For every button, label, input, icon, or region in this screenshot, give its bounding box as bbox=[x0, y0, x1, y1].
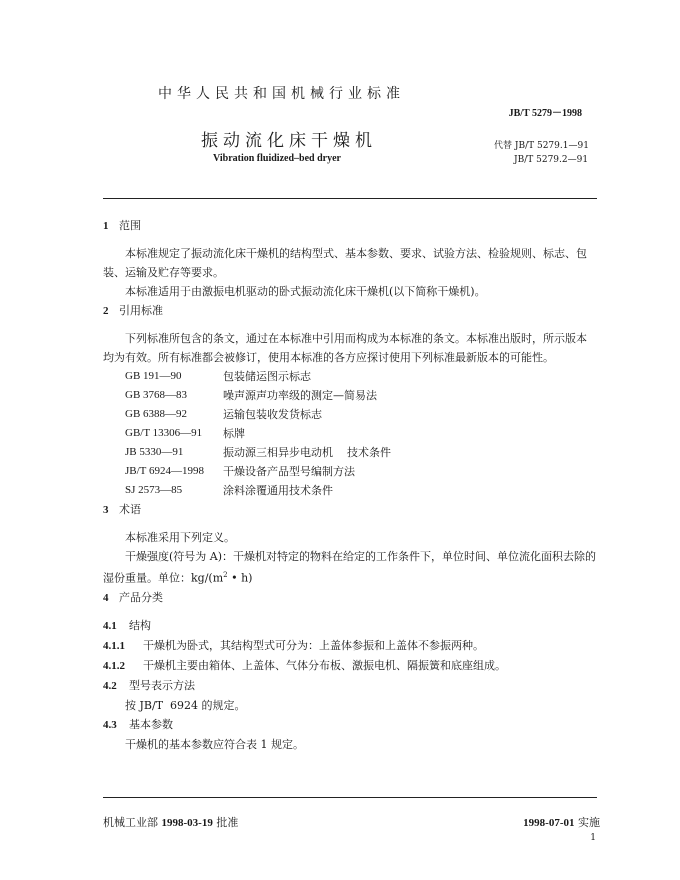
standard-code: JB 5330—91 bbox=[125, 446, 184, 458]
section-3-definition bbox=[103, 547, 597, 588]
referenced-standards-list bbox=[103, 367, 597, 500]
subsection-text: 干燥机主要由箱体、上盖体、气体分布板、激振电机、隔振簧和底座组成。 bbox=[143, 658, 506, 672]
approving-organization: 机械工业部 bbox=[103, 816, 158, 829]
standard-name: 标牌 bbox=[223, 427, 245, 440]
standard-name: 包装储运图示标志 bbox=[223, 370, 311, 383]
standard-name: 涂料涂覆通用技术条件 bbox=[223, 484, 333, 497]
list-item bbox=[125, 424, 597, 443]
subsection-text: 干燥机为卧式，其结构型式可分为：上盖体参振和上盖体不参振两种。 bbox=[143, 638, 484, 652]
subsection-number: 4.2 bbox=[103, 679, 117, 692]
document-body bbox=[103, 216, 597, 754]
replaces-line-2: JB/T 5279.2—91 bbox=[514, 155, 589, 165]
page-number: 1 bbox=[590, 833, 596, 843]
subsection-number: 4.1.1 bbox=[103, 639, 125, 652]
list-item bbox=[125, 481, 597, 500]
implementation-label: 实施 bbox=[578, 816, 600, 829]
standard-code: SJ 2573—85 bbox=[125, 484, 183, 496]
approval-date: 1998-03-19 bbox=[161, 817, 213, 829]
subsection-title: 基本参数 bbox=[129, 717, 173, 731]
section-3-heading bbox=[103, 500, 597, 520]
superscript: 2 bbox=[223, 571, 228, 579]
definition-unit-end: • h) bbox=[227, 571, 253, 585]
implementation-info bbox=[523, 814, 600, 830]
subsection-number: 4.1 bbox=[103, 619, 117, 632]
section-number: 1 bbox=[103, 220, 109, 232]
section-4-1-1 bbox=[103, 636, 597, 656]
section-4-3-text: 干燥机的基本参数应符合表 1 规定。 bbox=[125, 737, 304, 751]
section-4-3-heading bbox=[103, 715, 597, 735]
document-subtitle-english: Vibration fluidized–bed dryer bbox=[213, 153, 341, 164]
subsection-number: 4.1.2 bbox=[103, 659, 125, 672]
list-item bbox=[125, 386, 597, 405]
standard-name: 干燥设备产品型号编制方法 bbox=[223, 465, 355, 478]
approval-info bbox=[103, 814, 238, 830]
subsection-title: 结构 bbox=[129, 618, 151, 632]
footer-divider bbox=[103, 797, 597, 798]
section-1-paragraph-1: 本标准规定了振动流化床干燥机的结构型式、基本参数、要求、试验方法、检验规则、标志、包装、运输及贮存等要求。 bbox=[103, 247, 587, 279]
section-3-paragraph-1: 本标准采用下列定义。 bbox=[125, 531, 235, 544]
document-title: 振动流化床干燥机 bbox=[201, 131, 377, 151]
section-title: 术语 bbox=[119, 503, 141, 516]
replaces-line-1: 代替 JB/T 5279.1—91 bbox=[494, 141, 589, 151]
section-number: 2 bbox=[103, 305, 109, 317]
standard-name: 振动源三相异步电动机 技术条件 bbox=[223, 446, 391, 459]
header-divider bbox=[103, 198, 597, 199]
section-4-1-heading bbox=[103, 616, 597, 636]
replaces-block bbox=[494, 139, 589, 167]
section-title: 范围 bbox=[119, 219, 141, 232]
standard-code: GB 191—90 bbox=[125, 370, 182, 382]
section-1-heading bbox=[103, 216, 597, 236]
standard-name: 运输包装收发货标志 bbox=[223, 408, 322, 421]
section-2-heading bbox=[103, 301, 597, 321]
definition-text: 干燥强度(符号为 A)：干燥机对特定的物料在给定的工作条件下，单位时间、单位流化面积去除的湿份重量。单位：kg/(m bbox=[103, 550, 597, 585]
standard-code: GB/T 13306—91 bbox=[125, 427, 203, 439]
section-number: 3 bbox=[103, 504, 109, 516]
section-4-2-heading bbox=[103, 676, 597, 696]
section-title: 产品分类 bbox=[119, 590, 163, 604]
subsection-title: 型号表示方法 bbox=[129, 678, 195, 692]
standard-name: 噪声源声功率级的测定—简易法 bbox=[223, 389, 377, 402]
standard-code: GB 6388—92 bbox=[125, 408, 188, 420]
list-item bbox=[125, 405, 597, 424]
list-item bbox=[125, 367, 597, 386]
subsection-number: 4.3 bbox=[103, 718, 117, 731]
section-number: 4 bbox=[103, 591, 109, 604]
section-title: 引用标准 bbox=[119, 304, 163, 317]
implementation-date: 1998-07-01 bbox=[523, 817, 575, 829]
section-4-2-text: 按 JB/T 6924 的规定。 bbox=[125, 698, 246, 712]
section-1-paragraph-2: 本标准适用于由激振电机驱动的卧式振动流化床干燥机(以下简称干燥机)。 bbox=[125, 285, 486, 298]
standard-number: JB/T 5279－1998 bbox=[508, 108, 582, 119]
list-item bbox=[125, 443, 597, 462]
standard-category-title: 中华人民共和国机械行业标准 bbox=[158, 86, 405, 102]
section-2-paragraph-1: 下列标准所包含的条文，通过在本标准中引用而构成为本标准的条文。本标准出版时，所示版本均为有效。所有标准都会被修订，使用本标准的各方应探讨使用下列标准最新版本的可能性。 bbox=[103, 332, 587, 364]
standard-code: GB 3768—83 bbox=[125, 389, 188, 401]
standard-code: JB/T 6924—1998 bbox=[125, 465, 204, 477]
section-4-1-2 bbox=[103, 656, 597, 676]
list-item bbox=[125, 462, 597, 481]
approval-label: 批准 bbox=[216, 816, 239, 829]
section-4-heading bbox=[103, 588, 597, 608]
